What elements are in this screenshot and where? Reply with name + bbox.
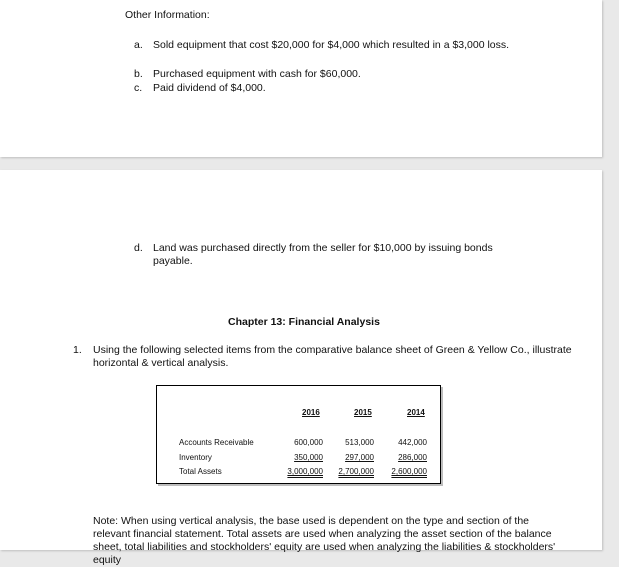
- item-b-text: Purchased equipment with cash for $60,000.: [153, 68, 361, 80]
- table-cell: 297,000: [345, 453, 374, 462]
- table-cell: 2,700,000: [338, 467, 374, 476]
- question-text: Using the following selected items from the comparative balance sheet of Green & Yellow Co., illustrate horizontal & vertical analysis.: [93, 344, 572, 369]
- row-label: Accounts Receivable: [179, 438, 254, 447]
- balance-sheet-table: [156, 385, 441, 484]
- item-a-text: Sold equipment that cost $20,000 for $4,000 which resulted in a $3,000 loss.: [153, 39, 510, 51]
- table-cell: 442,000: [398, 438, 427, 447]
- item-d-marker: d.: [134, 242, 143, 254]
- table-cell: 350,000: [294, 453, 323, 462]
- table-cell: 286,000: [398, 453, 427, 462]
- table-cell: 600,000: [294, 438, 323, 447]
- year-header: 2016: [302, 408, 320, 417]
- year-header: 2014: [407, 408, 425, 417]
- document-page-1: [0, 0, 602, 157]
- item-a-marker: a.: [134, 39, 143, 51]
- table-cell: 3,000,000: [287, 467, 323, 476]
- item-c-marker: c.: [134, 82, 143, 94]
- chapter-title: Chapter 13: Financial Analysis: [228, 316, 380, 328]
- other-information-heading: Other Information:: [125, 9, 210, 21]
- table-cell: 513,000: [345, 438, 374, 447]
- item-d-text: Land was purchased directly from the seller for $10,000 by issuing bonds payable.: [153, 242, 493, 267]
- item-b-marker: b.: [134, 68, 143, 80]
- vertical-analysis-note: Note: When using vertical analysis, the base used is dependent on the type and section of the relevant financial statement. Total assets are used when analyzing the asset section of the balance sheet, total liabilities and stockholders' equity are used when analyzing the liabilities & stockholders' equity: [93, 515, 556, 566]
- row-label: Total Assets: [179, 467, 222, 476]
- item-c-text: Paid dividend of $4,000.: [153, 82, 266, 94]
- year-header: 2015: [354, 408, 372, 417]
- row-label: Inventory: [179, 453, 212, 462]
- document-page-2: [0, 170, 602, 566]
- question-number: 1.: [73, 344, 82, 356]
- table-cell: 2,600,000: [391, 467, 427, 476]
